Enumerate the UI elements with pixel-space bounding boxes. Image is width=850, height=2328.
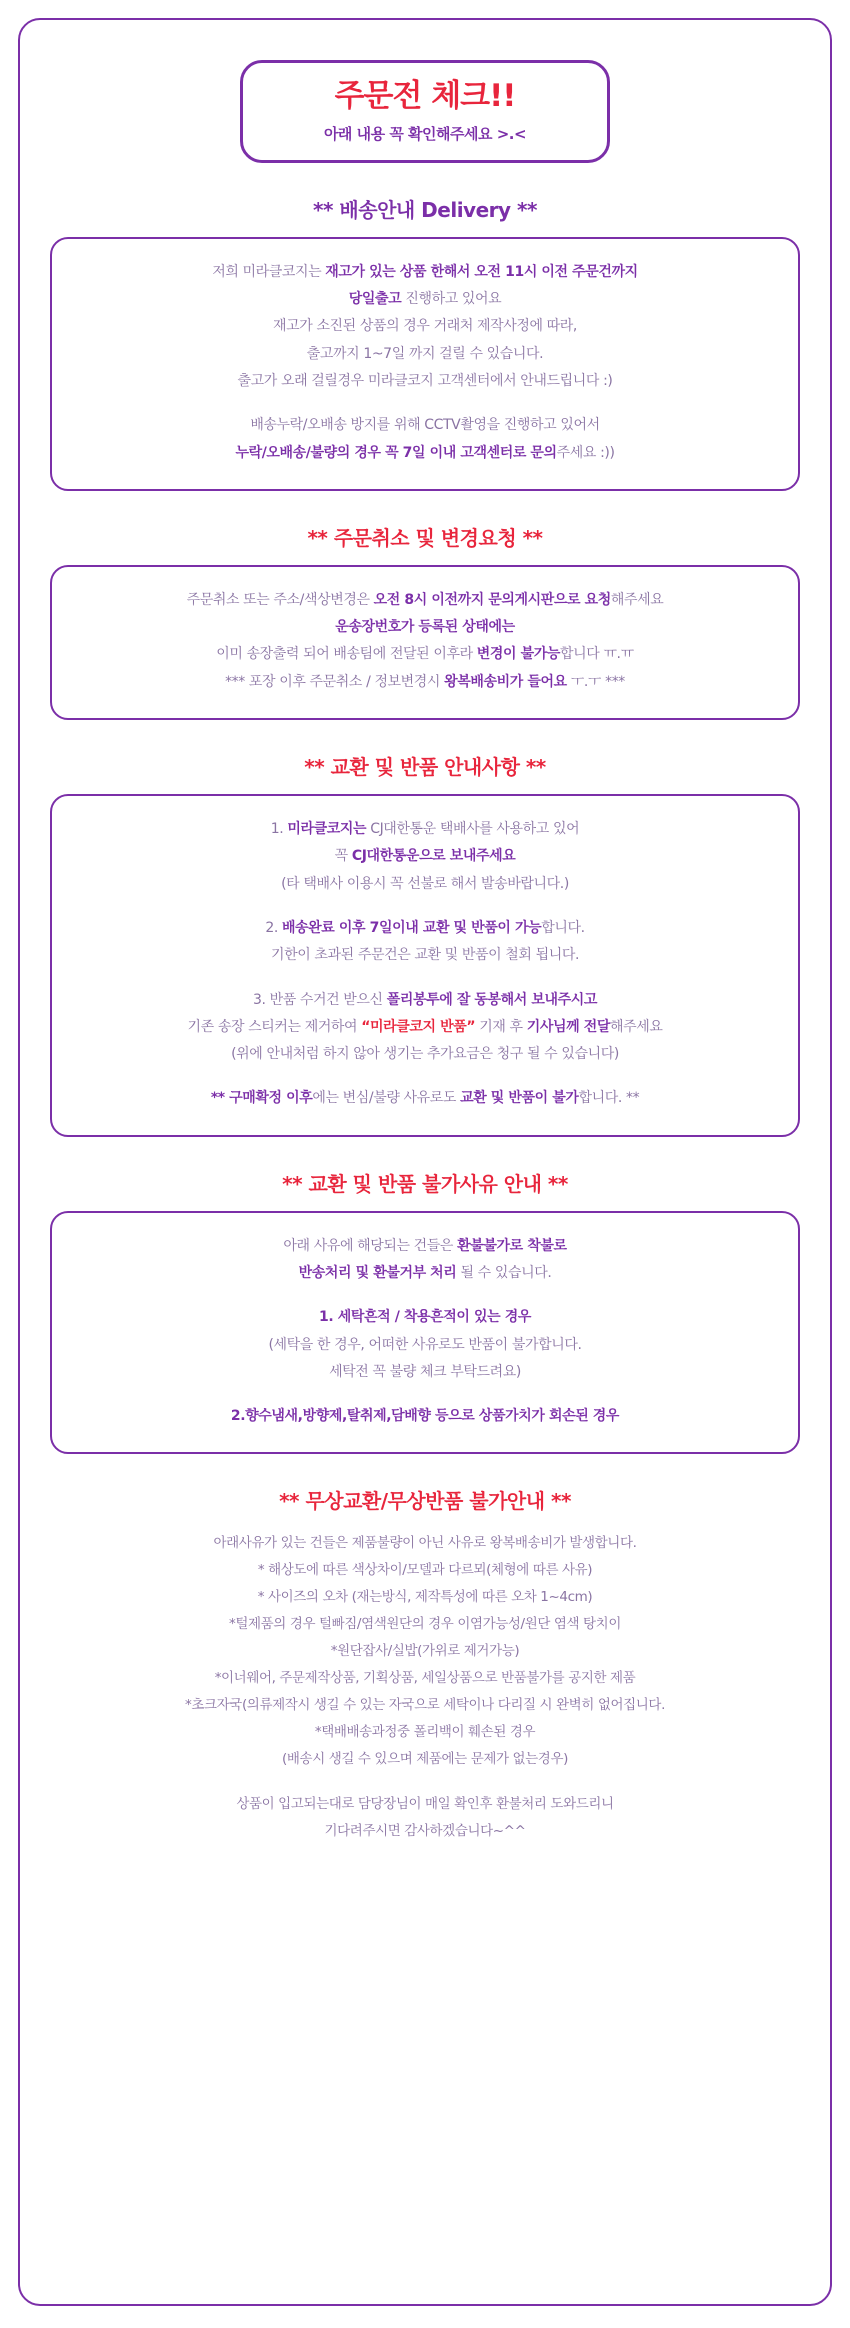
exchange-line-1: 1. 미라클코지는 CJ대한통운 택배사를 사용하고 있어 xyxy=(270,821,580,838)
section-heading-cancel: ** 주문취소 및 변경요청 ** xyxy=(307,525,543,550)
spacer xyxy=(76,970,774,987)
exchange-line-4: 2. 배송완료 이후 7일이내 교환 및 반품이 가능합니다. xyxy=(265,919,585,936)
exchange-line-8: (위에 안내처럼 하지 않아 생기는 추가요금은 청구 될 수 있습니다) xyxy=(231,1046,619,1063)
section-box-cancel xyxy=(50,565,800,720)
not-allowed-line-2: 반송처리 및 환불거부 처리 될 수 있습니다. xyxy=(298,1264,552,1281)
section-heading-exchange: ** 교환 및 반품 안내사항 ** xyxy=(304,755,546,780)
section-box-exchange xyxy=(50,794,800,1137)
exchange-line-3: (타 택배사 이용시 꼭 선불로 해서 발송바랍니다.) xyxy=(281,875,569,892)
spacer xyxy=(76,1068,774,1085)
delivery-line-7: 누락/오배송/불량의 경우 꼭 7일 이내 고객센터로 문의주세요 :)) xyxy=(235,444,615,461)
cancel-line-4: *** 포장 이후 주문취소 / 정보변경시 왕복배송비가 들어요 ㅜ.ㅜ *** xyxy=(225,673,625,690)
free-exchange-line-3: * 사이즈의 오차 (재는방식, 제작특성에 따른 오차 1~4cm) xyxy=(257,1589,593,1606)
not-allowed-line-6: 2.향수냄새,방향제,탈취제,담배향 등으로 상품가치가 회손된 경우 xyxy=(230,1408,620,1425)
exchange-line-9: ** 구매확정 이후에는 변심/불량 사유로도 교환 및 반품이 불가합니다. ** xyxy=(210,1090,640,1107)
not-allowed-line-1: 아래 사유에 해당되는 건들은 환불불가로 착불로 xyxy=(283,1237,567,1254)
not-allowed-line-4: (세탁을 한 경우, 어떠한 사유로도 반품이 불가합니다. xyxy=(268,1336,582,1353)
section-box-delivery xyxy=(50,237,800,491)
delivery-line-3: 재고가 소진된 상품의 경우 거래처 제작사정에 따라, xyxy=(273,318,577,335)
spacer xyxy=(76,1386,774,1403)
free-exchange-line-11: 기다려주시면 감사하겠습니다~^^ xyxy=(324,1823,526,1840)
title-box xyxy=(240,60,610,163)
free-exchange-line-8: *택배배송과정중 폴리백이 훼손된 경우 xyxy=(314,1724,536,1741)
section-block-free-exchange xyxy=(50,1528,800,1845)
exchange-line-5: 기한이 초과된 주문건은 교환 및 반품이 철회 됩니다. xyxy=(270,947,579,964)
delivery-line-1: 저희 미라클코지는 재고가 있는 상품 한해서 오전 11시 이전 주문건까지 xyxy=(212,263,638,280)
section-heading-free-exchange: ** 무상교환/무상반품 불가안내 ** xyxy=(279,1489,571,1514)
section-heading-delivery: ** 배송안내 Delivery ** xyxy=(313,197,537,222)
free-exchange-line-7: *초크자국(의류제작시 생길 수 있는 자국으로 세탁이나 다리질 시 완벽히 없어집니다. xyxy=(185,1697,665,1714)
exchange-line-7: 기존 송장 스티커는 제거하여 “미라클코지 반품” 기재 후 기사님께 전달해주세요 xyxy=(187,1018,663,1035)
page-title: 주문전 체크!! xyxy=(334,78,516,114)
spacer xyxy=(76,1287,774,1304)
not-allowed-line-3: 1. 세탁흔적 / 착용흔적이 있는 경우 xyxy=(319,1309,531,1326)
exchange-line-6: 3. 반품 수거건 받으신 폴리봉투에 잘 동봉해서 보내주시고 xyxy=(252,991,598,1008)
delivery-line-6: 배송누락/오배송 방지를 위해 CCTV촬영을 진행하고 있어서 xyxy=(250,417,600,434)
cancel-line-2: 운송장번호가 등록된 상태에는 xyxy=(335,619,515,636)
spacer xyxy=(76,395,774,412)
outer-frame xyxy=(18,18,832,2306)
free-exchange-line-4: *털제품의 경우 털빠짐/염색원단의 경우 이염가능성/원단 염색 탕치이 xyxy=(229,1616,621,1633)
free-exchange-line-10: 상품이 입고되는대로 담당장님이 매일 확인후 환불처리 도와드리니 xyxy=(236,1796,614,1813)
delivery-line-4: 출고까지 1~7일 까지 걸릴 수 있습니다. xyxy=(306,345,544,362)
free-exchange-line-5: *원단잡사/실밥(가위로 제거가능) xyxy=(330,1643,520,1660)
section-box-not-allowed xyxy=(50,1211,800,1455)
cancel-line-3: 이미 송장출력 되어 배송팀에 전달된 이후라 변경이 불가능합니다 ㅠ.ㅠ xyxy=(216,646,634,663)
delivery-line-5: 출고가 오래 걸릴경우 미라클코지 고객센터에서 안내드립니다 :) xyxy=(237,372,613,389)
cancel-line-1: 주문취소 또는 주소/색상변경은 오전 8시 이전까지 문의게시판으로 요청해주세요 xyxy=(186,591,664,608)
free-exchange-line-2: * 해상도에 따른 색상차이/모델과 다르뫼(체형에 따른 사유) xyxy=(257,1562,593,1579)
spacer xyxy=(60,1773,790,1791)
delivery-line-2: 당일출고 진행하고 있어요 xyxy=(348,291,502,308)
spacer xyxy=(76,898,774,915)
section-heading-not-allowed: ** 교환 및 반품 불가사유 안내 ** xyxy=(282,1171,568,1196)
exchange-line-2: 꼭 CJ대한통운으로 보내주세요 xyxy=(334,848,516,865)
page-subtitle: 아래 내용 꼭 확인해주세요 >.< xyxy=(323,124,527,143)
free-exchange-line-6: *이너웨어, 주문제작상품, 기획상품, 세일상품으로 반품불가를 공지한 제품 xyxy=(214,1670,636,1687)
not-allowed-line-5: 세탁전 꼭 불량 체크 부탁드려요) xyxy=(329,1363,521,1380)
free-exchange-line-9: (배송시 생길 수 있으며 제품에는 문제가 없는경우) xyxy=(282,1751,568,1768)
free-exchange-line-1: 아래사유가 있는 건들은 제품불량이 아닌 사유로 왕복배송비가 발생합니다. xyxy=(213,1535,637,1552)
